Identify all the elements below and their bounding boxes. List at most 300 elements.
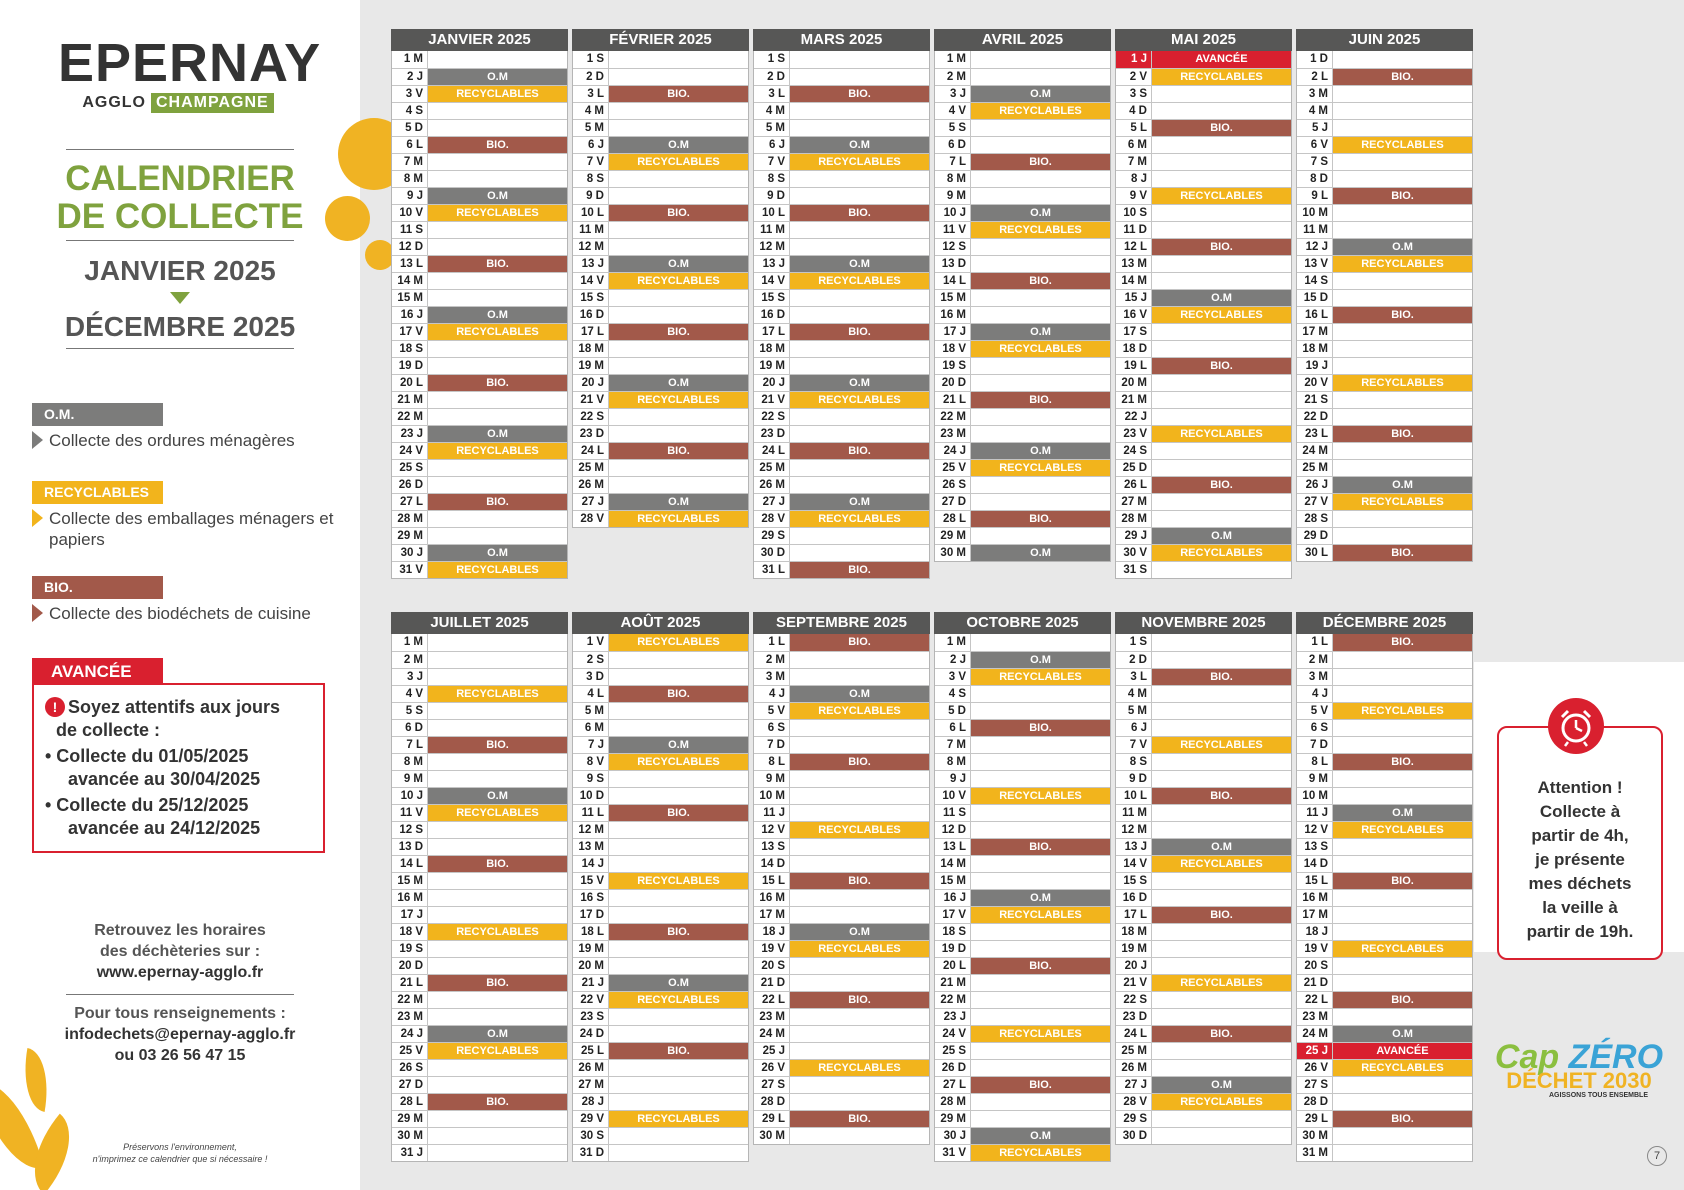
day-label: 27 S <box>754 1077 790 1093</box>
collection-bio: BIO. <box>790 562 929 578</box>
day-label: 4 V <box>392 686 428 702</box>
day-label: 25 L <box>573 1043 609 1059</box>
collection-empty <box>971 188 1110 204</box>
collection-empty <box>428 120 567 136</box>
day-row <box>392 272 567 289</box>
day-label: 4 M <box>1297 103 1333 119</box>
month-header: OCTOBRE 2025 <box>934 612 1111 634</box>
day-label: 22 S <box>1116 992 1152 1008</box>
day-row <box>573 838 748 855</box>
collection-empty <box>971 856 1110 872</box>
collection-empty <box>1152 511 1291 527</box>
day-row <box>573 991 748 1008</box>
collection-empty <box>971 375 1110 391</box>
day-row <box>1297 272 1472 289</box>
footer-note <box>60 1141 300 1165</box>
day-label: 15 L <box>1297 873 1333 889</box>
day-row <box>573 940 748 957</box>
collection-empty <box>971 873 1110 889</box>
day-row <box>1297 736 1472 753</box>
day-row <box>573 510 748 527</box>
collection-empty <box>1152 256 1291 272</box>
day-row <box>754 102 929 119</box>
collection-empty <box>1152 890 1291 906</box>
day-label: 14 V <box>573 273 609 289</box>
day-label: 7 V <box>754 154 790 170</box>
day-row <box>1116 685 1291 702</box>
day-row <box>573 702 748 719</box>
collection-empty <box>1152 103 1291 119</box>
day-label: 18 V <box>392 924 428 940</box>
day-row <box>754 889 929 906</box>
day-row <box>392 425 567 442</box>
info-website[interactable]: www.epernay-agglo.fr <box>96 964 264 981</box>
day-label: 1 S <box>1116 634 1152 651</box>
day-label: 17 M <box>754 907 790 923</box>
day-row <box>392 1042 567 1059</box>
day-label: 27 S <box>1297 1077 1333 1093</box>
collection-rec: RECYCLABLES <box>790 1060 929 1076</box>
day-label: 26 D <box>935 1060 971 1076</box>
day-label: 25 J <box>1297 1043 1333 1059</box>
day-row <box>754 170 929 187</box>
collection-rec: RECYCLABLES <box>609 873 748 889</box>
collection-empty <box>609 771 748 787</box>
day-label: 7 D <box>754 737 790 753</box>
day-row <box>754 204 929 221</box>
day-row <box>1297 323 1472 340</box>
collection-empty <box>790 805 929 821</box>
day-row <box>392 289 567 306</box>
day-label: 13 J <box>1116 839 1152 855</box>
day-row <box>935 923 1110 940</box>
day-label: 27 J <box>1116 1077 1152 1093</box>
day-label: 10 M <box>1297 788 1333 804</box>
day-row <box>935 425 1110 442</box>
day-label: 31 S <box>1116 562 1152 578</box>
day-label: 3 J <box>392 669 428 685</box>
day-label: 14 L <box>935 273 971 289</box>
day-label: 9 M <box>392 771 428 787</box>
collection-rec: RECYCLABLES <box>790 511 929 527</box>
day-label: 30 J <box>935 1128 971 1144</box>
day-row <box>392 306 567 323</box>
day-label: 8 M <box>392 171 428 187</box>
day-label: 29 M <box>392 1111 428 1127</box>
day-row <box>754 787 929 804</box>
day-label: 24 M <box>1297 443 1333 459</box>
day-row <box>935 85 1110 102</box>
day-row <box>1297 906 1472 923</box>
day-row <box>1297 340 1472 357</box>
day-row <box>1297 940 1472 957</box>
collection-rec: RECYCLABLES <box>1333 941 1472 957</box>
month-days <box>934 634 1111 1162</box>
day-row <box>754 221 929 238</box>
day-label: 4 S <box>392 103 428 119</box>
day-label: 6 J <box>754 137 790 153</box>
collection-om: O.M <box>1333 805 1472 821</box>
collection-empty <box>971 171 1110 187</box>
cap-slogan: AGISSONS TOUS ENSEMBLE <box>1548 1092 1648 1099</box>
collection-empty <box>428 1077 567 1093</box>
day-row <box>754 991 929 1008</box>
collection-empty <box>971 1060 1110 1076</box>
collection-rec: RECYCLABLES <box>1333 375 1472 391</box>
day-row <box>573 136 748 153</box>
day-row <box>935 957 1110 974</box>
day-row <box>935 889 1110 906</box>
collection-om: O.M <box>790 375 929 391</box>
day-row <box>935 204 1110 221</box>
day-row <box>1297 1059 1472 1076</box>
day-label: 31 D <box>573 1145 609 1161</box>
day-label: 9 M <box>935 188 971 204</box>
collection-empty <box>1333 1145 1472 1161</box>
collection-empty <box>790 839 929 855</box>
collection-empty <box>790 1077 929 1093</box>
collection-empty <box>1333 51 1472 68</box>
collection-bio: BIO. <box>609 324 748 340</box>
collection-rec: RECYCLABLES <box>609 511 748 527</box>
collection-rec: RECYCLABLES <box>1152 975 1291 991</box>
collection-rec: RECYCLABLES <box>1333 137 1472 153</box>
day-row <box>935 1127 1110 1144</box>
collection-empty <box>428 1009 567 1025</box>
day-row <box>573 736 748 753</box>
day-row <box>935 187 1110 204</box>
collection-empty <box>1333 205 1472 221</box>
day-label: 20 L <box>392 375 428 391</box>
attention-line7: partir de 19h. <box>1526 922 1634 941</box>
collection-om: O.M <box>790 256 929 272</box>
day-row <box>754 85 929 102</box>
collection-empty <box>428 341 567 357</box>
month-calendar <box>1115 29 1292 579</box>
day-row <box>392 923 567 940</box>
attention-box <box>1497 726 1663 960</box>
day-label: 25 M <box>1297 460 1333 476</box>
info-line2: des déchèteries sur : <box>99 943 261 960</box>
day-label: 4 J <box>754 686 790 702</box>
day-row <box>754 753 929 770</box>
day-row <box>392 544 567 561</box>
info-email[interactable]: infodechets@epernay-agglo.fr <box>64 1026 296 1043</box>
day-label: 29 L <box>1297 1111 1333 1127</box>
collection-empty <box>1152 409 1291 425</box>
day-label: 18 J <box>1297 924 1333 940</box>
day-label: 25 M <box>754 460 790 476</box>
day-label: 24 L <box>1116 1026 1152 1042</box>
day-row <box>392 1076 567 1093</box>
collection-empty <box>790 460 929 476</box>
day-label: 28 L <box>392 1094 428 1110</box>
day-label: 2 M <box>1297 652 1333 668</box>
collection-empty <box>790 103 929 119</box>
month-calendar <box>572 612 749 1162</box>
collection-empty <box>1333 443 1472 459</box>
collection-rec: RECYCLABLES <box>971 1145 1110 1161</box>
day-row <box>1116 561 1291 578</box>
collection-bio: BIO. <box>971 839 1110 855</box>
collection-empty <box>609 426 748 442</box>
day-label: 10 M <box>754 788 790 804</box>
month-header: DÉCEMBRE 2025 <box>1296 612 1473 634</box>
collection-empty <box>971 1094 1110 1110</box>
collection-bio: BIO. <box>971 273 1110 289</box>
day-label: 31 M <box>1297 1145 1333 1161</box>
day-label: 23 M <box>392 1009 428 1025</box>
day-label: 10 L <box>754 205 790 221</box>
day-row <box>1116 68 1291 85</box>
collection-empty <box>790 239 929 255</box>
day-label: 16 M <box>754 890 790 906</box>
day-label: 1 M <box>392 634 428 651</box>
day-label: 8 L <box>1297 754 1333 770</box>
day-row <box>935 68 1110 85</box>
collection-empty <box>609 409 748 425</box>
day-row <box>1116 476 1291 493</box>
collection-empty <box>1333 528 1472 544</box>
collection-bio: BIO. <box>971 720 1110 736</box>
collection-empty <box>428 703 567 719</box>
day-row <box>1116 204 1291 221</box>
collection-empty <box>428 103 567 119</box>
collection-om: O.M <box>971 545 1110 561</box>
day-label: 24 L <box>573 443 609 459</box>
day-row <box>392 634 567 651</box>
day-row <box>392 855 567 872</box>
day-label: 4 M <box>573 103 609 119</box>
day-row <box>573 408 748 425</box>
day-label: 13 J <box>754 256 790 272</box>
day-label: 23 M <box>935 426 971 442</box>
day-label: 14 D <box>754 856 790 872</box>
day-row <box>754 289 929 306</box>
month-header: MAI 2025 <box>1115 29 1292 51</box>
day-row <box>1297 68 1472 85</box>
day-label: 2 J <box>392 69 428 85</box>
day-row <box>754 527 929 544</box>
day-label: 10 L <box>1116 788 1152 804</box>
day-label: 3 L <box>1116 669 1152 685</box>
collection-empty <box>790 477 929 493</box>
day-label: 16 V <box>1116 307 1152 323</box>
day-row <box>1116 974 1291 991</box>
day-row <box>392 340 567 357</box>
month-days <box>572 634 749 1162</box>
collection-om: O.M <box>790 924 929 940</box>
collection-empty <box>1333 86 1472 102</box>
day-row <box>935 1110 1110 1127</box>
day-label: 18 V <box>935 341 971 357</box>
collection-rec: RECYCLABLES <box>609 154 748 170</box>
day-row <box>1116 306 1291 323</box>
day-row <box>573 719 748 736</box>
collection-bio: BIO. <box>609 686 748 702</box>
collection-bio: BIO. <box>1152 358 1291 374</box>
collection-empty <box>428 1111 567 1127</box>
day-row <box>573 651 748 668</box>
day-label: 29 M <box>392 528 428 544</box>
day-label: 14 M <box>392 273 428 289</box>
collection-bio: BIO. <box>971 1077 1110 1093</box>
day-label: 14 L <box>392 856 428 872</box>
day-label: 3 V <box>392 86 428 102</box>
day-label: 11 J <box>1297 805 1333 821</box>
day-label: 23 M <box>754 1009 790 1025</box>
day-label: 3 M <box>1297 86 1333 102</box>
day-row <box>935 510 1110 527</box>
day-row <box>573 685 748 702</box>
zero-word: ZÉRO <box>1568 1038 1664 1076</box>
day-label: 19 D <box>935 941 971 957</box>
collection-empty <box>609 477 748 493</box>
day-row <box>1116 102 1291 119</box>
day-label: 26 M <box>1116 1060 1152 1076</box>
collection-empty <box>1152 992 1291 1008</box>
collection-empty <box>1152 924 1291 940</box>
day-row <box>392 170 567 187</box>
collection-empty <box>428 941 567 957</box>
day-row <box>573 1144 748 1161</box>
day-label: 13 D <box>935 256 971 272</box>
month-calendar <box>391 29 568 579</box>
collection-empty <box>1333 652 1472 668</box>
day-label: 4 J <box>1297 686 1333 702</box>
day-label: 2 L <box>1297 69 1333 85</box>
collection-bio: BIO. <box>428 1094 567 1110</box>
day-label: 13 V <box>1297 256 1333 272</box>
collection-empty <box>790 907 929 923</box>
day-row <box>392 204 567 221</box>
day-label: 29 M <box>935 1111 971 1127</box>
day-label: 6 D <box>935 137 971 153</box>
day-row <box>1297 391 1472 408</box>
day-row <box>573 1110 748 1127</box>
collection-empty <box>1152 460 1291 476</box>
day-row <box>754 374 929 391</box>
collection-om: O.M <box>428 1026 567 1042</box>
day-row <box>1116 1127 1291 1144</box>
collection-om: O.M <box>609 375 748 391</box>
day-label: 30 D <box>1116 1128 1152 1144</box>
day-row <box>392 719 567 736</box>
collection-empty <box>971 409 1110 425</box>
day-label: 27 V <box>1297 494 1333 510</box>
collection-bio: BIO. <box>428 737 567 753</box>
day-row <box>1297 804 1472 821</box>
day-row <box>1116 425 1291 442</box>
collection-bio: BIO. <box>609 805 748 821</box>
collection-empty <box>1333 1128 1472 1144</box>
day-row <box>754 323 929 340</box>
legend-om-tag: O.M. <box>32 403 163 426</box>
day-label: 20 J <box>754 375 790 391</box>
info-contact <box>30 1003 330 1066</box>
day-row <box>935 702 1110 719</box>
day-row <box>1297 685 1472 702</box>
day-label: 12 J <box>1297 239 1333 255</box>
collection-empty <box>428 222 567 238</box>
collection-rec: RECYCLABLES <box>1152 856 1291 872</box>
collection-om: O.M <box>790 686 929 702</box>
day-label: 16 J <box>392 307 428 323</box>
logo-champagne: CHAMPAGNE <box>151 93 274 113</box>
day-row <box>573 255 748 272</box>
footer-line1: Préservons l'environnement, <box>123 1142 237 1152</box>
collection-empty <box>790 856 929 872</box>
day-row <box>573 68 748 85</box>
day-label: 8 D <box>1297 171 1333 187</box>
day-row <box>573 753 748 770</box>
collection-empty <box>1333 222 1472 238</box>
collection-empty <box>1333 975 1472 991</box>
collection-empty <box>790 120 929 136</box>
collection-bio: BIO. <box>1333 545 1472 561</box>
day-row <box>1297 838 1472 855</box>
day-row <box>1116 1042 1291 1059</box>
collection-empty <box>428 822 567 838</box>
day-row <box>935 1144 1110 1161</box>
day-label: 10 S <box>1116 205 1152 221</box>
collection-empty <box>428 477 567 493</box>
day-label: 18 M <box>1116 924 1152 940</box>
day-row <box>1116 1059 1291 1076</box>
day-row <box>392 187 567 204</box>
collection-rec: RECYCLABLES <box>428 205 567 221</box>
day-label: 23 S <box>573 1009 609 1025</box>
day-label: 31 L <box>754 562 790 578</box>
day-row <box>754 340 929 357</box>
day-label: 29 V <box>573 1111 609 1127</box>
collection-empty <box>790 720 929 736</box>
collection-empty <box>971 290 1110 306</box>
collection-om: O.M <box>971 324 1110 340</box>
day-label: 9 D <box>754 188 790 204</box>
month-header: SEPTEMBRE 2025 <box>753 612 930 634</box>
day-label: 15 M <box>392 873 428 889</box>
day-row <box>392 1093 567 1110</box>
day-label: 28 M <box>1116 511 1152 527</box>
day-row <box>935 1076 1110 1093</box>
day-row <box>1116 136 1291 153</box>
day-row <box>392 510 567 527</box>
collection-empty <box>790 51 929 68</box>
day-row <box>754 153 929 170</box>
day-row <box>392 51 567 68</box>
day-label: 1 M <box>392 51 428 68</box>
day-label: 13 L <box>935 839 971 855</box>
day-label: 7 M <box>392 154 428 170</box>
day-label: 24 V <box>935 1026 971 1042</box>
day-row <box>754 702 929 719</box>
day-row <box>1116 1076 1291 1093</box>
collection-empty <box>609 1077 748 1093</box>
month-calendar <box>1296 612 1473 1162</box>
day-label: 9 J <box>935 771 971 787</box>
day-row <box>573 974 748 991</box>
day-label: 30 M <box>1297 1128 1333 1144</box>
collection-empty <box>609 188 748 204</box>
day-row <box>392 68 567 85</box>
collection-bio: BIO. <box>428 375 567 391</box>
day-row <box>754 425 929 442</box>
day-label: 11 M <box>1297 222 1333 238</box>
day-label: 24 M <box>1297 1026 1333 1042</box>
day-label: 9 D <box>573 188 609 204</box>
day-label: 12 V <box>754 822 790 838</box>
